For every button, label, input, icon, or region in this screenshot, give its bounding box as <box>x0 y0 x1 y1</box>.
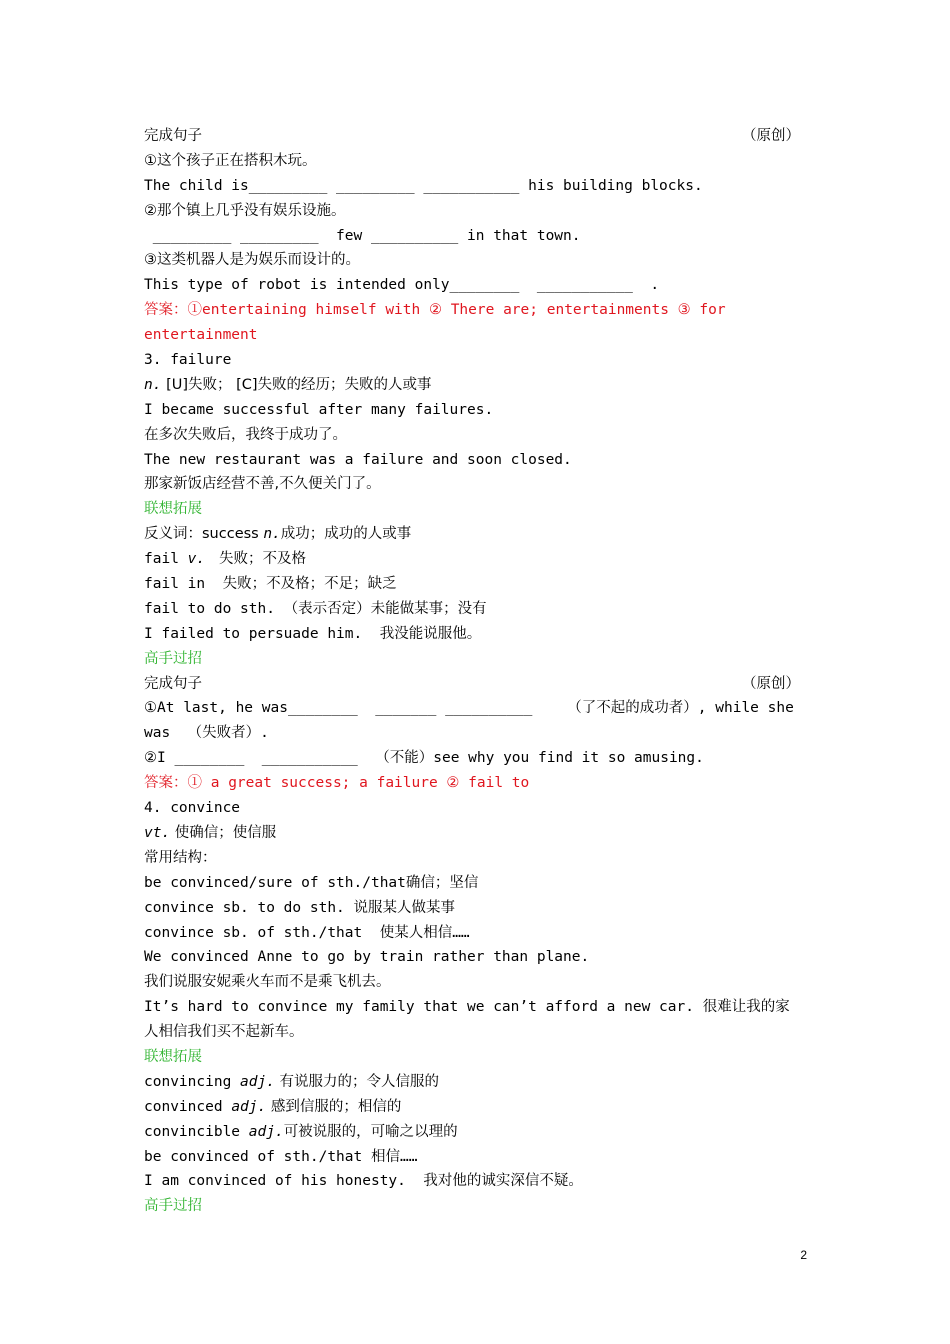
answer-line: 答案：①entertaining himself with ② There are; entertainments ③ for <box>144 302 726 319</box>
example-chinese: 在多次失败后，我终于成功了。 <box>144 426 347 443</box>
answer-line-continued: entertainment <box>144 327 258 344</box>
exercise-question-1: ①At last, he was________ _______ __________ （了不起的成功者）, while she <box>144 700 794 717</box>
part-of-speech: adj. <box>240 1073 275 1090</box>
antonym-line <box>144 522 800 547</box>
derivative-line <box>144 1095 800 1120</box>
fail-word: fail <box>144 551 188 568</box>
master-heading: 高手过招 <box>144 1198 202 1215</box>
derivative-word: convincing <box>144 1073 241 1090</box>
word-title-convince: 4. convince <box>144 800 241 817</box>
exercise-heading: 完成句子 <box>144 675 202 692</box>
derivative-definition: 有说服力的；令人信服的 <box>274 1073 440 1090</box>
exercise-question-2: ②I ________ ___________ （不能）see why you find it so amusing. <box>144 750 704 767</box>
exercise-heading-row <box>144 124 800 149</box>
association-heading: 联想拓展 <box>144 1048 202 1065</box>
structure-line: convince sb. of sth./that 使某人相信…… <box>144 924 470 941</box>
association-heading: 联想拓展 <box>144 501 202 518</box>
question-2-english: _________ _________ few __________ in that town. <box>144 227 581 244</box>
part-of-speech: adj. <box>231 1098 267 1115</box>
part-of-speech: v. <box>187 551 206 568</box>
structure-line: be convinced/sure of sth./that确信；坚信 <box>144 874 479 891</box>
question-1-english: The child is_________ _________ ___________ his building blocks. <box>144 177 703 194</box>
exercise-source: （原创） <box>742 128 800 144</box>
example-english: I became successful after many failures. <box>144 401 494 418</box>
part-of-speech: vt. <box>144 824 171 841</box>
definition-text: 使确信；使信服 <box>170 824 277 841</box>
example-mixed: It’s hard to convince my family that we can’t afford a new car. 很难让我的家 <box>144 999 790 1016</box>
part-of-speech: adj. <box>248 1123 284 1140</box>
exercise-heading-row <box>144 672 800 697</box>
master-heading: 高手过招 <box>144 650 202 667</box>
example-chinese: 我们说服安妮乘火车而不是乘飞机去。 <box>144 974 391 991</box>
example-mixed-continued: 人相信我们买不起新车。 <box>144 1024 304 1041</box>
word-definition <box>144 821 800 846</box>
phrase-fail-to: fail to do sth. （表示否定）未能做某事；没有 <box>144 600 487 617</box>
derivative-word: convinced <box>144 1098 232 1115</box>
fail-definition: 失败；不及格 <box>205 551 306 568</box>
word-definition <box>144 373 800 398</box>
phrase-example: I failed to persuade him. 我没能说服他。 <box>144 625 482 642</box>
definition-text: [U]失败； [C]失败的经历；失败的人或事 <box>161 376 432 393</box>
structures-heading: 常用结构： <box>144 849 217 866</box>
exercise-heading: 完成句子 <box>144 128 202 144</box>
phrase-fail-in: fail in 失败；不及格；不足；缺乏 <box>144 576 397 593</box>
phrase-example: I am convinced of his honesty. 我对他的诚实深信不疑。 <box>144 1173 583 1190</box>
document-page <box>144 124 800 1219</box>
structure-line: convince sb. to do sth. 说服某人做某事 <box>144 899 456 916</box>
derivative-line <box>144 1120 800 1145</box>
antonym-label: 反义词：success <box>144 526 264 543</box>
question-3-english: This type of robot is intended only________ ___________ . <box>144 277 660 294</box>
word-title-failure: 3. failure <box>144 352 232 369</box>
phrase-line: be convinced of sth./that 相信…… <box>144 1148 418 1165</box>
part-of-speech: n. <box>263 526 281 543</box>
example-english: We convinced Anne to go by train rather than plane. <box>144 949 590 966</box>
question-1-chinese: ①这个孩子正在搭积木玩。 <box>144 152 317 169</box>
antonym-definition: 成功；成功的人或事 <box>280 526 412 543</box>
derivative-word: convincible <box>144 1123 249 1140</box>
page-number: 2 <box>800 1248 807 1262</box>
example-english: The new restaurant was a failure and soon closed. <box>144 451 572 468</box>
question-2-chinese: ②那个镇上几乎没有娱乐设施。 <box>144 202 346 219</box>
question-3-chinese: ③这类机器人是为娱乐而设计的。 <box>144 252 360 269</box>
answer-line: 答案：① a great success; a failure ② fail to <box>144 775 530 792</box>
exercise-question-1-continued: was （失败者）. <box>144 725 269 742</box>
derivative-definition: 可被说服的，可喻之以理的 <box>283 1123 458 1140</box>
exercise-source: （原创） <box>742 675 800 692</box>
derivative-definition: 感到信服的；相信的 <box>266 1098 402 1115</box>
fail-verb-line <box>144 547 800 572</box>
derivative-line <box>144 1070 800 1095</box>
part-of-speech: n. <box>144 376 162 393</box>
example-chinese: 那家新饭店经营不善,不久便关门了。 <box>144 476 381 493</box>
